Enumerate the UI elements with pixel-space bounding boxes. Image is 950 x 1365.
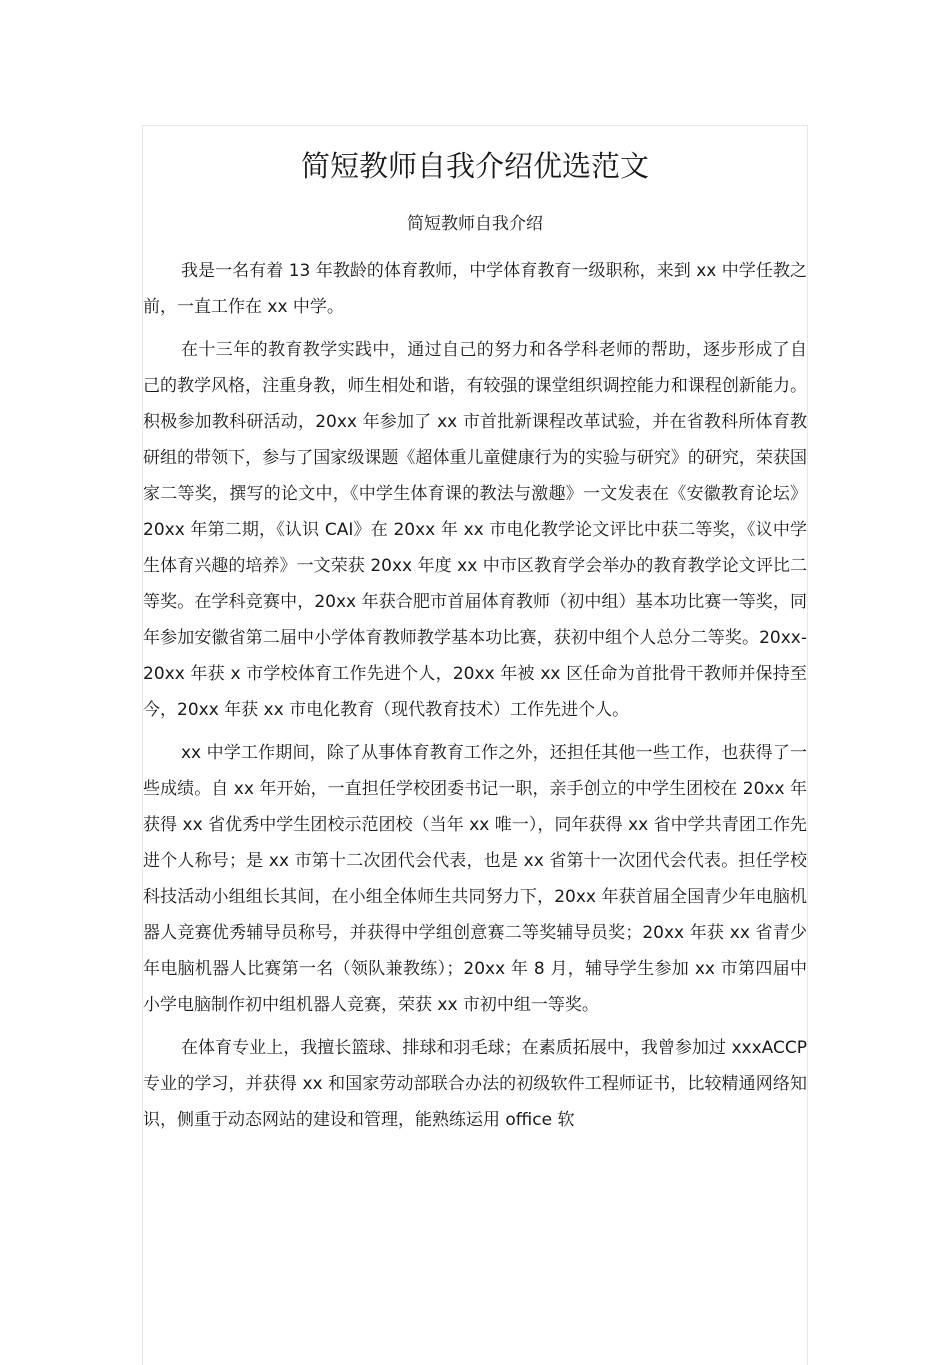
paragraph-other-work: xx 中学工作期间，除了从事体育教育工作之外，还担任其他一些工作，也获得了一些成绩。自 xx 年开始，一直担任学校团委书记一职，亲手创立的中学生团校在 20xx 年获得 xx 省优秀中学生团校示范团校（当年 xx 唯一），同年获得 xx 省中学共青团工作先进个人称号；是 xx 市第十二次团代会代表，也是 xx 省第十一次团代会代表。担任学校科技活动小组组长其间，在小组全体师生共同努力下，20xx 年获首届全国青少年电脑机器人竞赛优秀辅导员称号，并获得中学组创意赛二等奖辅导员奖；20xx 年获 xx 省青少年电脑机器人比赛第一名（领队兼教练）；20xx 年 8 月，辅导学生参加 xx 市第四届中小学电脑制作初中组机器人竞赛，荣获 xx 市初中组一等奖。 [143, 743, 807, 1015]
paragraph-intro: 我是一名有着 13 年教龄的体育教师，中学体育教育一级职称，来到 xx 中学任教之前，一直工作在 xx 中学。 [143, 261, 807, 317]
document-title: 简短教师自我介绍优选范文 [300, 149, 649, 183]
document-body [143, 140, 807, 1145]
paragraph-skills: 在体育专业上，我擅长篮球、排球和羽毛球；在素质拓展中，我曾参加过 xxxACCP专业的学习，并获得 xx 和国家劳动部联合办法的初级软件工程师证书，比较精通网络知识，侧重于动态网站的建设和管理，能熟练运用 office 软 [143, 1038, 807, 1130]
document-subtitle: 简短教师自我介绍 [407, 214, 543, 234]
paragraph-teaching-achievements: 在十三年的教育教学实践中，通过自己的努力和各学科老师的帮助，逐步形成了自己的教学风格，注重身教，师生相处和谐，有较强的课堂组织调控能力和课程创新能力。积极参加教科研活动，20xx 年参加了 xx 市首批新课程改革试验，并在省教科所体育教研组的带领下，参与了国家级课题《超体重儿童健康行为的实验与研究》的研究，荣获国家二等奖，撰写的论文中，《中学生体育课的教法与激趣》一文发表在《安徽教育论坛》20xx 年第二期，《认识 CAI》在 20xx 年 xx 市电化教学论文评比中获二等奖，《议中学生体育兴趣的培养》一文荣获 20xx 年度 xx 中市区教育学会举办的教育教学论文评比二等奖。在学科竞赛中，20xx 年获合肥市首届体育教师（初中组）基本功比赛一等奖，同年参加安徽省第二届中小学体育教师教学基本功比赛，获初中组个人总分二等奖。20xx-20xx 年获 x 市学校体育工作先进个人，20xx 年被 xx 区任命为首批骨干教师并保持至今，20xx 年获 xx 市电化教育（现代教育技术）工作先进个人。 [143, 340, 807, 720]
